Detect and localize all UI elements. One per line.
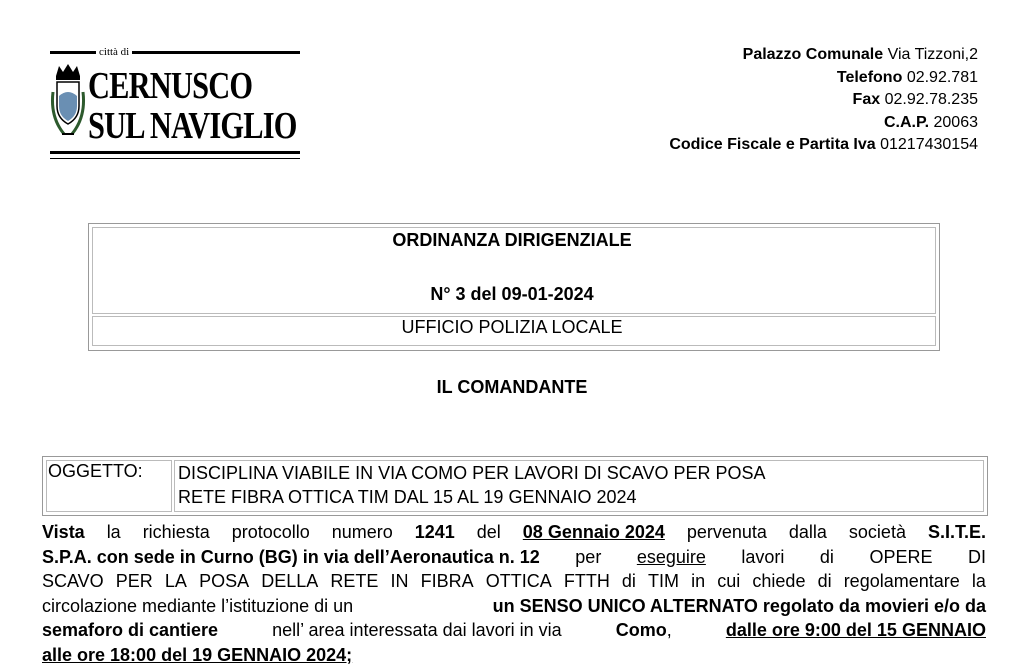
logo-bottom-rule: [50, 151, 300, 154]
contact-block: [669, 44, 978, 157]
logo-sul-naviglio: SUL NAVIGLIO: [88, 105, 297, 147]
subject-text: DISCIPLINA VIABILE IN VIA COMO PER LAVORI DI SCAVO PER POSA RETE FIBRA OTTICA TIM DAL 15 AL 19 GENNAIO 2024: [178, 463, 766, 507]
ordinance-title: ORDINANZA DIRIGENZIALE: [392, 230, 632, 250]
logo-cernusco: CERNUSCO: [88, 65, 253, 107]
contact-address: Palazzo Comunale Via Tizzoni,2: [742, 46, 978, 63]
logo-bottom-rule-thin: [50, 158, 300, 159]
contact-cap: C.A.P. 20063: [883, 113, 978, 131]
city-logo: [50, 46, 300, 164]
body-line-5: semaforo di cantiere nell’ area interessata dai lavori in via Como, dalle ore 9:00 del 15 GENNAIO: [42, 620, 986, 640]
subject-label: OGGETTO:: [48, 461, 143, 481]
coat-of-arms-icon: [50, 62, 86, 152]
body-line-3: SCAVO PER LA POSA DELLA RETE IN FIBRA OTTICA FTTH di TIM in cui chiede di regolamentare la: [42, 571, 986, 591]
body-line-1: Vista la richiesta protocollo numero 1241 del 08 Gennaio 2024 pervenuta dalla società S.I.T.E.: [42, 522, 986, 542]
contact-phone: Telefono 02.92.781: [836, 68, 978, 86]
body-paragraph: [42, 520, 986, 667]
body-line-2: S.P.A. con sede in Curno (BG) in via dell’Aeronautica n. 12 per eseguire lavori di OPERE DI: [42, 546, 986, 567]
body-line-4: circolazione mediante l’istituzione di un un SENSO UNICO ALTERNATO regolato da movieri e/o da: [42, 595, 986, 616]
body-line-6: alle ore 18:00 del 19 GENNAIO 2024;: [42, 644, 353, 665]
office-name: UFFICIO POLIZIA LOCALE: [401, 317, 623, 337]
signer-title: IL COMANDANTE: [436, 377, 588, 397]
ordinance-number: N° 3 del 09-01-2024: [430, 284, 594, 304]
logo-top-rule: [50, 51, 300, 54]
contact-tax-code: Codice Fiscale e Partita Iva 01217430154: [669, 136, 978, 153]
contact-fax: Fax 02.92.78.235: [852, 91, 978, 108]
logo-citta-di: città di: [96, 46, 132, 58]
